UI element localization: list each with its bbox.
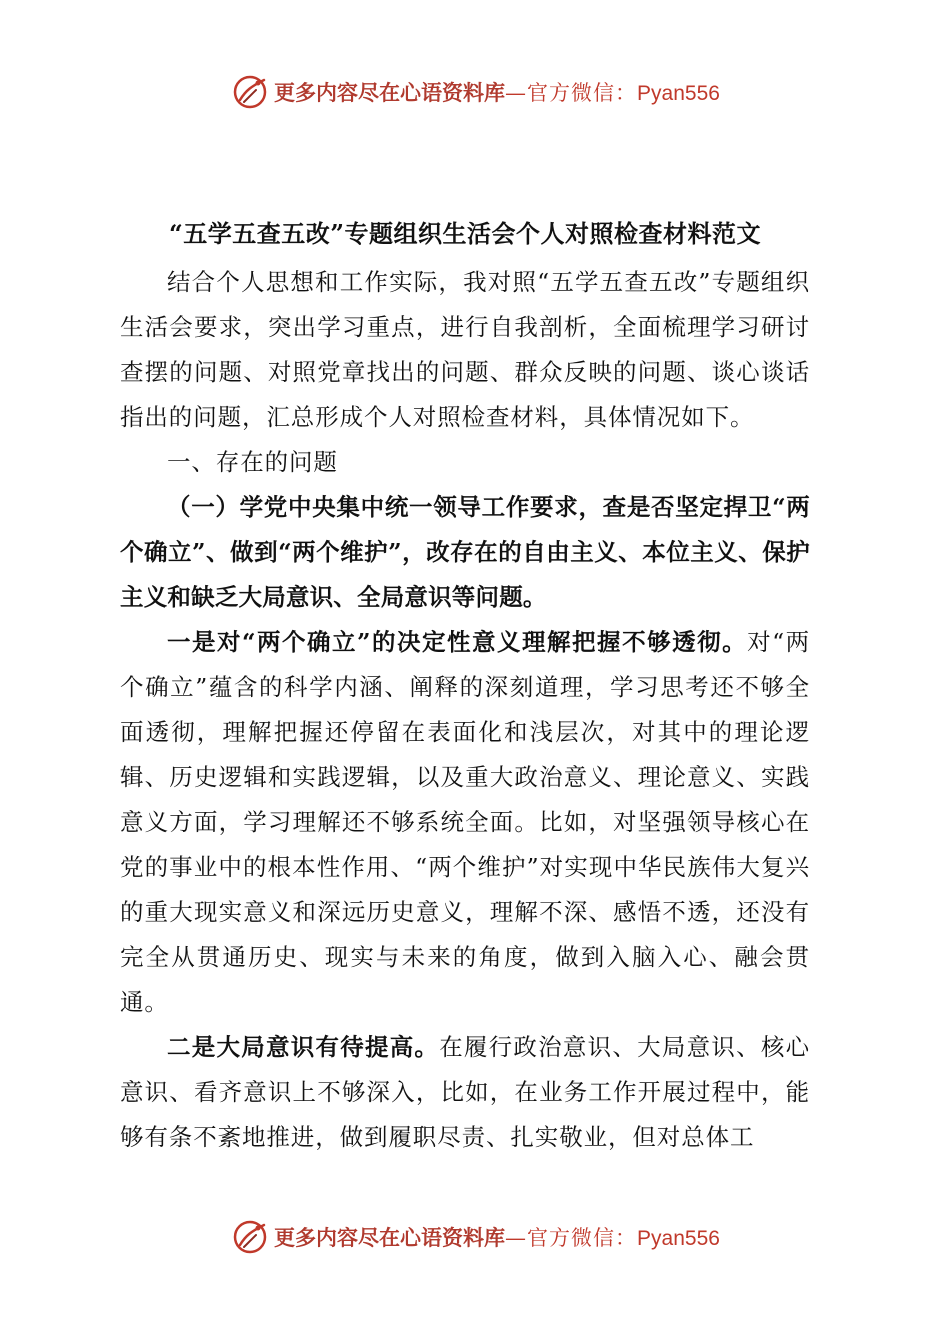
point-paragraph-2 <box>120 1025 810 1160</box>
watermark-part3: Pyan556 <box>637 82 720 105</box>
section-heading: 一、存在的问题 <box>167 448 338 476</box>
document-title: “五学五查五改”专题组织生活会个人对照检查材料范文 <box>168 219 762 248</box>
watermark-banner-top <box>0 70 950 114</box>
intro-paragraph: 结合个人思想和工作实际，我对照“五学五查五改”专题组织生活会要求，突出学习重点，进行自我剖析，全面梳理学习研讨查摆的问题、对照党章找出的问题、群众反映的问题、谈心谈话指出的问题，汇总形成个人对照检查材料，具体情况如下。 <box>120 268 810 431</box>
document-body <box>120 210 810 1160</box>
logo-icon <box>230 72 270 112</box>
point-1-lead: 一是对“两个确立”的决定性意义理解把握不够透彻。 <box>167 628 748 656</box>
subsection-heading: （一）学党中央集中统一领导工作要求，查是否坚定捍卫“两个确立”、做到“两个维护”，改存在的自由主义、本位主义、保护主义和缺乏大局意识、全局意识等问题。 <box>120 493 810 611</box>
point-paragraph-1 <box>120 620 810 1025</box>
watermark-part3: Pyan556 <box>637 1227 720 1250</box>
watermark-part1: 更多内容尽在心语资料库 <box>274 1225 506 1250</box>
point-1-body: 对“两个确立”蕴含的科学内涵、阐释的深刻道理，学习思考还不够全面透彻，理解把握还停留在表面化和浅层次，对其中的理论逻辑、历史逻辑和实践逻辑，以及重大政治意义、理论意义、实践意义方面，学习理解还不够系统全面。比如，对坚强领导核心在党的事业中的根本性作用、“两个维护”对实现中华民族伟大复兴的重大现实意义和深远历史意义，理解不深、感悟不透，还没有完全从贯通历史、现实与未来的角度，做到入脑入心、融会贯通。 <box>120 628 810 1016</box>
logo-icon <box>230 1217 270 1257</box>
point-2-body: 在履行政治意识、大局意识、核心意识、看齐意识上不够深入，比如，在业务工作开展过程中，能够有条不紊地推进，做到履职尽责、扎实敬业，但对总体工 <box>120 1033 810 1151</box>
watermark-part2: —官方微信： <box>505 81 638 105</box>
watermark-text <box>274 77 720 107</box>
watermark-banner-bottom <box>0 1215 950 1259</box>
watermark-part1: 更多内容尽在心语资料库 <box>274 80 506 105</box>
point-2-lead: 二是大局意识有待提高。 <box>167 1033 440 1061</box>
watermark-part2: —官方微信： <box>505 1226 638 1250</box>
watermark-text <box>274 1222 720 1252</box>
